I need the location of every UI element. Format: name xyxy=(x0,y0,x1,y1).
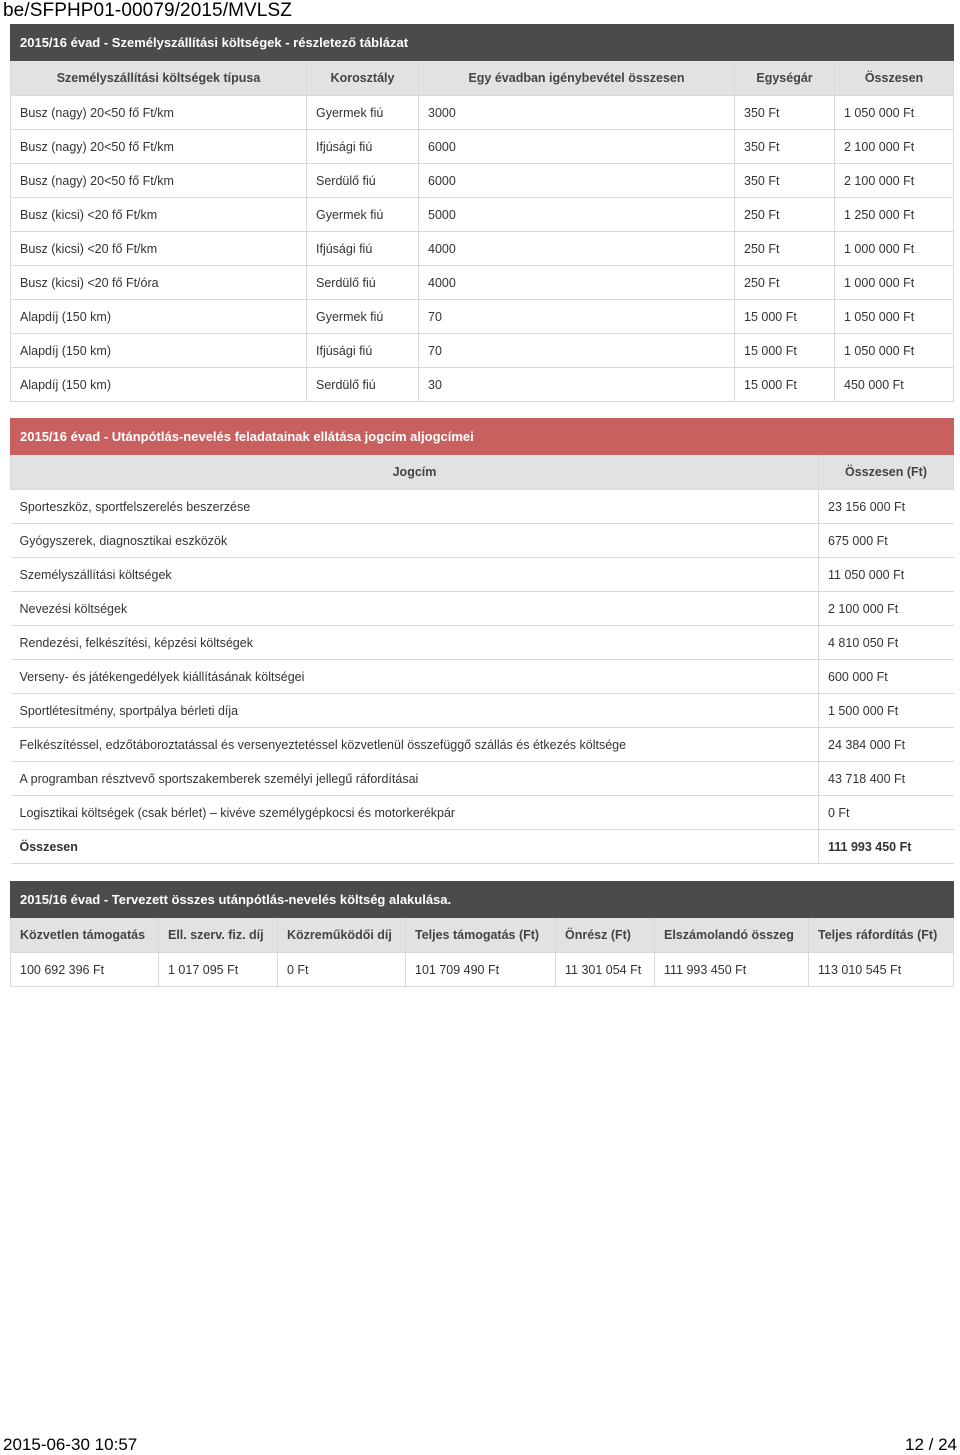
footer-page-number: 12 / 24 xyxy=(905,1435,957,1454)
col-header-title: Jogcím xyxy=(11,455,819,490)
table-row xyxy=(11,334,954,368)
table-row xyxy=(11,660,954,694)
cell-type: Alapdíj (150 km) xyxy=(11,368,307,402)
col-header-own-share: Önrész (Ft) xyxy=(556,918,655,953)
cell-usage: 4000 xyxy=(419,232,735,266)
document-id: be/SFPHP01-00079/2015/MVLSZ xyxy=(3,0,292,21)
cell-unit-price: 350 Ft xyxy=(735,96,835,130)
planned-costs-title: 2015/16 évad - Tervezett összes utánpótlás-nevelés költség alakulása. xyxy=(11,882,954,918)
cell-type: Alapdíj (150 km) xyxy=(11,300,307,334)
cell-age-group: Serdülő fiú xyxy=(307,164,419,198)
table-row xyxy=(11,558,954,592)
col-header-age-group: Korosztály xyxy=(307,61,419,96)
cell-age-group: Ifjúsági fiú xyxy=(307,130,419,164)
col-header-total-expenditure: Teljes ráfordítás (Ft) xyxy=(809,918,954,953)
cell-unit-price: 250 Ft xyxy=(735,232,835,266)
transport-costs-section xyxy=(10,24,953,402)
table-row xyxy=(11,368,954,402)
subsidy-titles-table xyxy=(10,418,954,864)
col-header-unit-price: Egységár xyxy=(735,61,835,96)
cell-control-fee: 1 017 095 Ft xyxy=(159,953,278,987)
cell-age-group: Serdülő fiú xyxy=(307,368,419,402)
col-header-sum: Összesen (Ft) xyxy=(819,455,954,490)
cell-type: Alapdíj (150 km) xyxy=(11,334,307,368)
cell-contributor-fee: 0 Ft xyxy=(278,953,406,987)
cell-age-group: Gyermek fiú xyxy=(307,96,419,130)
cell-total: 2 100 000 Ft xyxy=(835,164,954,198)
cell-usage: 30 xyxy=(419,368,735,402)
cell-title: Logisztikai költségek (csak bérlet) – kivéve személygépkocsi és motorkerékpár xyxy=(11,796,819,830)
cell-title: Rendezési, felkészítési, képzési költségek xyxy=(11,626,819,660)
cell-age-group: Gyermek fiú xyxy=(307,300,419,334)
cell-total: 2 100 000 Ft xyxy=(835,130,954,164)
table-row xyxy=(11,694,954,728)
cell-age-group: Serdülő fiú xyxy=(307,266,419,300)
cell-type: Busz (nagy) 20<50 fő Ft/km xyxy=(11,96,307,130)
total-value: 111 993 450 Ft xyxy=(819,830,954,864)
cell-title: Sportlétesítmény, sportpálya bérleti díja xyxy=(11,694,819,728)
col-header-direct-support: Közvetlen támogatás xyxy=(11,918,159,953)
cell-own-share: 11 301 054 Ft xyxy=(556,953,655,987)
cell-sum: 675 000 Ft xyxy=(819,524,954,558)
cell-total: 450 000 Ft xyxy=(835,368,954,402)
cell-title: Sporteszköz, sportfelszerelés beszerzése xyxy=(11,490,819,524)
cell-usage: 6000 xyxy=(419,164,735,198)
col-header-total: Összesen xyxy=(835,61,954,96)
table-row xyxy=(11,300,954,334)
subsidy-titles-section xyxy=(10,418,953,864)
table-row xyxy=(11,164,954,198)
cell-title: Gyógyszerek, diagnosztikai eszközök xyxy=(11,524,819,558)
col-header-accountable-amount: Elszámolandó összeg xyxy=(655,918,809,953)
col-header-type: Személyszállítási költségek típusa xyxy=(11,61,307,96)
cell-usage: 70 xyxy=(419,300,735,334)
cell-direct-support: 100 692 396 Ft xyxy=(11,953,159,987)
cell-sum: 23 156 000 Ft xyxy=(819,490,954,524)
cell-title: Személyszállítási költségek xyxy=(11,558,819,592)
cell-unit-price: 15 000 Ft xyxy=(735,334,835,368)
cell-unit-price: 350 Ft xyxy=(735,164,835,198)
planned-costs-section xyxy=(10,881,953,987)
col-header-control-fee: Ell. szerv. fiz. díj xyxy=(159,918,278,953)
cell-sum: 11 050 000 Ft xyxy=(819,558,954,592)
cell-total: 1 050 000 Ft xyxy=(835,96,954,130)
total-row xyxy=(11,830,954,864)
table-row xyxy=(11,592,954,626)
cell-type: Busz (kicsi) <20 fő Ft/km xyxy=(11,232,307,266)
col-header-total-support: Teljes támogatás (Ft) xyxy=(406,918,556,953)
cell-type: Busz (kicsi) <20 fő Ft/óra xyxy=(11,266,307,300)
planned-costs-table xyxy=(10,881,954,987)
cell-age-group: Ifjúsági fiú xyxy=(307,334,419,368)
cell-usage: 70 xyxy=(419,334,735,368)
total-label: Összesen xyxy=(11,830,819,864)
cell-sum: 43 718 400 Ft xyxy=(819,762,954,796)
transport-costs-table xyxy=(10,24,954,402)
cell-sum: 24 384 000 Ft xyxy=(819,728,954,762)
table-row xyxy=(11,796,954,830)
table-row xyxy=(11,490,954,524)
cell-unit-price: 15 000 Ft xyxy=(735,368,835,402)
cell-usage: 6000 xyxy=(419,130,735,164)
cell-usage: 5000 xyxy=(419,198,735,232)
cell-type: Busz (nagy) 20<50 fő Ft/km xyxy=(11,164,307,198)
cell-age-group: Ifjúsági fiú xyxy=(307,232,419,266)
cell-total: 1 250 000 Ft xyxy=(835,198,954,232)
table-row xyxy=(11,626,954,660)
col-header-contributor-fee: Közreműködői díj xyxy=(278,918,406,953)
subsidy-table-title: 2015/16 évad - Utánpótlás-nevelés feladatainak ellátása jogcím aljogcímei xyxy=(11,419,954,455)
cell-unit-price: 350 Ft xyxy=(735,130,835,164)
cell-total-support: 101 709 490 Ft xyxy=(406,953,556,987)
cell-type: Busz (kicsi) <20 fő Ft/km xyxy=(11,198,307,232)
cell-total: 1 050 000 Ft xyxy=(835,300,954,334)
cell-usage: 3000 xyxy=(419,96,735,130)
table-row xyxy=(11,266,954,300)
cell-unit-price: 250 Ft xyxy=(735,266,835,300)
table-row xyxy=(11,232,954,266)
table-row xyxy=(11,953,954,987)
cell-sum: 2 100 000 Ft xyxy=(819,592,954,626)
table-row xyxy=(11,762,954,796)
cell-accountable-amount: 111 993 450 Ft xyxy=(655,953,809,987)
col-header-usage: Egy évadban igénybevétel összesen xyxy=(419,61,735,96)
cell-type: Busz (nagy) 20<50 fő Ft/km xyxy=(11,130,307,164)
cell-sum: 600 000 Ft xyxy=(819,660,954,694)
cell-title: Felkészítéssel, edzőtáboroztatással és versenyeztetéssel közvetlenül összefüggő szállás és étkezés költsége xyxy=(11,728,819,762)
cell-sum: 1 500 000 Ft xyxy=(819,694,954,728)
cell-unit-price: 250 Ft xyxy=(735,198,835,232)
cell-usage: 4000 xyxy=(419,266,735,300)
table-row xyxy=(11,198,954,232)
table-row xyxy=(11,728,954,762)
cell-total-expenditure: 113 010 545 Ft xyxy=(809,953,954,987)
cell-total: 1 000 000 Ft xyxy=(835,266,954,300)
table-row xyxy=(11,524,954,558)
cell-unit-price: 15 000 Ft xyxy=(735,300,835,334)
cell-age-group: Gyermek fiú xyxy=(307,198,419,232)
cell-total: 1 000 000 Ft xyxy=(835,232,954,266)
cell-title: Nevezési költségek xyxy=(11,592,819,626)
footer-timestamp: 2015-06-30 10:57 xyxy=(3,1435,138,1454)
cell-sum: 4 810 050 Ft xyxy=(819,626,954,660)
transport-table-title: 2015/16 évad - Személyszállítási költségek - részletező táblázat xyxy=(11,25,954,61)
table-row xyxy=(11,96,954,130)
cell-title: A programban résztvevő sportszakemberek személyi jellegű ráfordításai xyxy=(11,762,819,796)
cell-sum: 0 Ft xyxy=(819,796,954,830)
cell-title: Verseny- és játékengedélyek kiállításának költségei xyxy=(11,660,819,694)
table-row xyxy=(11,130,954,164)
cell-total: 1 050 000 Ft xyxy=(835,334,954,368)
